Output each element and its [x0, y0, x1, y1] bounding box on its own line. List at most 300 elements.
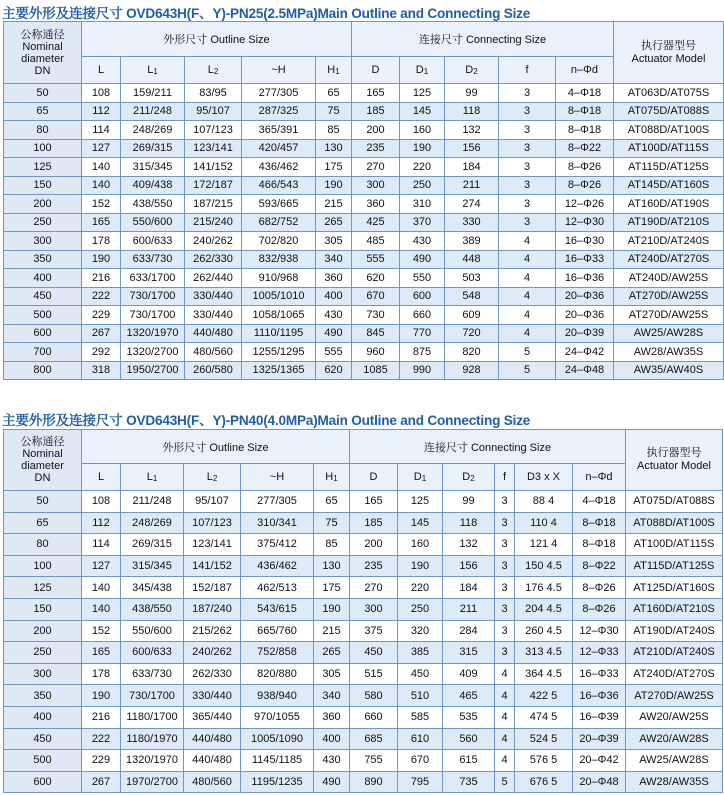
table-cell: 16–Φ36 [556, 269, 614, 288]
table-cell: 250 [400, 176, 445, 195]
table-cell: 220 [398, 577, 443, 599]
connecting-size-header: 连接尺寸 Connecting Size [352, 22, 614, 57]
col-D2 [445, 57, 499, 84]
table-cell: 752/858 [241, 642, 314, 664]
nominal-diameter-header [4, 430, 82, 491]
table-cell: 274 [445, 195, 499, 214]
table-cell: 211/248 [121, 102, 185, 121]
pn25-table-body [4, 84, 724, 380]
table-cell: 340 [316, 250, 352, 269]
table-cell: AW20/AW28S [626, 728, 723, 750]
table-cell: 108 [82, 491, 121, 513]
table-cell: 365/391 [242, 121, 316, 140]
table-cell: 670 [352, 287, 400, 306]
table-cell: 80 [4, 121, 82, 140]
table-cell: 425 [352, 213, 400, 232]
col-H1-sub: 1 [333, 474, 338, 483]
table-cell: 535 [443, 706, 495, 728]
table-cell: 600/633 [121, 232, 185, 251]
table-cell: 185 [352, 102, 400, 121]
col-L2-main: L [206, 471, 213, 483]
pn40-dimension-table [3, 429, 723, 793]
table-cell: 1320/1970 [121, 324, 185, 343]
table-cell: 400 [4, 269, 82, 288]
section2-title: 主要外形及连接尺寸 OVD643H(F、Y)-PN40(4.0MPa)Main Outline and Connecting Size [2, 413, 531, 428]
table-cell: 235 [350, 555, 398, 577]
table-row [4, 491, 723, 513]
table-cell: 8–Φ26 [573, 598, 626, 620]
table-cell: AW25/AW28S [614, 324, 724, 343]
table-cell: 1005/1090 [241, 728, 314, 750]
table-cell: 216 [82, 269, 121, 288]
table-cell: 820 [445, 343, 499, 362]
table-cell: 24–Φ42 [556, 343, 614, 362]
table-cell: 330 [445, 213, 499, 232]
table-row [4, 750, 723, 772]
table-cell: 20–Φ36 [556, 287, 614, 306]
table-cell: 112 [82, 102, 121, 121]
table-cell: 229 [82, 306, 121, 325]
table-cell: 190 [316, 176, 352, 195]
table-cell: 123/141 [184, 534, 241, 556]
col-L1-main: L [146, 471, 153, 483]
col-L2-sub: 2 [212, 474, 218, 483]
table-cell: 1325/1365 [242, 361, 316, 380]
table-cell: 220 [400, 158, 445, 177]
table-cell: 216 [82, 706, 121, 728]
nominal-cn-label: 公称通径 [20, 436, 65, 448]
table-row [4, 620, 723, 642]
table-cell: 110 4 [515, 512, 573, 534]
table-cell: 633/730 [121, 250, 185, 269]
col-D1 [398, 464, 443, 491]
table-cell: 832/938 [242, 250, 316, 269]
table-row [4, 663, 723, 685]
table-cell: 75 [314, 512, 350, 534]
table-cell: 130 [314, 555, 350, 577]
col-L1 [121, 57, 185, 84]
table-cell: 20–Φ39 [573, 728, 626, 750]
table-cell: 270 [352, 158, 400, 177]
table-cell: 178 [82, 232, 121, 251]
table-cell: 600/633 [121, 642, 184, 664]
table-cell: 315/345 [121, 158, 185, 177]
table-cell: 172/187 [185, 176, 242, 195]
col-D3X: D3 x X [515, 464, 573, 491]
table-row [4, 706, 723, 728]
table-row [4, 361, 724, 380]
table-row [4, 250, 724, 269]
col-L1-main: L [147, 64, 154, 76]
col-D1 [400, 57, 445, 84]
nominal-en-label: Nominal [22, 40, 63, 53]
table-cell: 12–Φ33 [573, 642, 626, 664]
table-cell: AT088D/AT100S [626, 512, 723, 534]
table-cell: 4 [495, 706, 515, 728]
table-row [4, 84, 724, 103]
table-cell: 190 [82, 250, 121, 269]
table-cell: 938/940 [241, 685, 314, 707]
table-cell: 165 [82, 642, 121, 664]
table-cell: 548 [445, 287, 499, 306]
table-cell: 345/438 [121, 577, 184, 599]
table-cell: 229 [82, 750, 121, 772]
table-cell: 660 [350, 706, 398, 728]
table-cell: 465 [443, 685, 495, 707]
table-cell: 490 [314, 771, 350, 793]
col-L1-sub: 1 [152, 474, 158, 483]
table-cell: AT240D/AT270S [626, 663, 723, 685]
table-cell: 160 [398, 534, 443, 556]
table-cell: 550 [400, 269, 445, 288]
table-cell: 145 [400, 102, 445, 121]
table-cell: 107/123 [185, 121, 242, 140]
table-cell: 3 [499, 139, 556, 158]
table-cell: 585 [398, 706, 443, 728]
table-cell: 20–Φ39 [556, 324, 614, 343]
table-cell: 152 [82, 620, 121, 642]
table-cell: 95/107 [185, 102, 242, 121]
table-cell: 211 [445, 176, 499, 195]
table-cell: 490 [400, 250, 445, 269]
table-cell: 515 [350, 663, 398, 685]
col-D1-main: D [413, 471, 422, 483]
table-cell: 438/550 [121, 598, 184, 620]
table-cell: 422 5 [515, 685, 573, 707]
table-cell: 1110/1195 [242, 324, 316, 343]
section1-title: 主要外形及连接尺寸 OVD643H(F、Y)-PN25(2.5MPa)Main Outline and Connecting Size [2, 6, 531, 21]
table-cell: 150 4.5 [515, 555, 573, 577]
table-cell: 430 [316, 306, 352, 325]
table-cell: 500 [4, 750, 82, 772]
table-cell: 269/315 [121, 534, 184, 556]
table-cell: 215/262 [184, 620, 241, 642]
table-cell: 277/305 [241, 491, 314, 513]
pn40-table-body [4, 491, 723, 793]
table-cell: 222 [82, 287, 121, 306]
actuator-model-header [614, 22, 724, 84]
table-cell: AT125D/AT160S [626, 577, 723, 599]
table-cell: 730/1700 [121, 306, 185, 325]
table-cell: 360 [316, 269, 352, 288]
table-cell: 156 [445, 139, 499, 158]
table-cell: 313 4.5 [515, 642, 573, 664]
table-cell: 1180/1700 [121, 706, 184, 728]
col-D2-sub: 2 [473, 67, 478, 76]
table-cell: AW20/AW25S [626, 706, 723, 728]
table-cell: 4 [499, 306, 556, 325]
table-cell: 262/330 [184, 663, 241, 685]
table-cell: 3 [495, 491, 515, 513]
table-row [4, 287, 724, 306]
table-cell: 132 [443, 534, 495, 556]
table-cell: 262/440 [185, 269, 242, 288]
table-cell: 118 [443, 512, 495, 534]
table-row [4, 642, 723, 664]
table-cell: 240/262 [184, 642, 241, 664]
table-cell: 440/480 [184, 750, 241, 772]
table-cell: 123/141 [185, 139, 242, 158]
table-cell: 660 [400, 306, 445, 325]
table-cell: 305 [316, 232, 352, 251]
table-cell: 222 [82, 728, 121, 750]
table-cell: 200 [350, 534, 398, 556]
table-cell: 3 [499, 213, 556, 232]
actuator-en-label: Actuator Model [631, 52, 706, 65]
table-cell: 50 [4, 84, 82, 103]
table-cell: 184 [445, 158, 499, 177]
table-cell: 8–Φ18 [556, 102, 614, 121]
table-cell: 593/665 [242, 195, 316, 214]
table-cell: 560 [443, 728, 495, 750]
col-D2-main: D [462, 471, 471, 483]
table-cell: 300 [350, 598, 398, 620]
col-L1 [121, 464, 184, 491]
table-cell: 8–Φ18 [556, 121, 614, 140]
table-cell: 360 [314, 706, 350, 728]
table-cell: 4–Φ18 [573, 491, 626, 513]
table-cell: 555 [352, 250, 400, 269]
table-cell: 720 [445, 324, 499, 343]
table-cell: 125 [4, 577, 82, 599]
table-cell: AT063D/AT075S [614, 84, 724, 103]
table-cell: 250 [4, 213, 82, 232]
table-cell: 300 [4, 663, 82, 685]
table-cell: 8–Φ18 [573, 534, 626, 556]
table-cell: 20–Φ42 [573, 750, 626, 772]
table-cell: 159/211 [121, 84, 185, 103]
table-cell: 3 [495, 598, 515, 620]
table-cell: 800 [4, 361, 82, 380]
table-cell: 8–Φ26 [556, 176, 614, 195]
table-cell: 770 [400, 324, 445, 343]
table-cell: 795 [398, 771, 443, 793]
dn-label: DN [34, 472, 51, 484]
table-cell: 262/330 [185, 250, 242, 269]
col-L: L [82, 464, 121, 491]
table-cell: 440/480 [184, 728, 241, 750]
table-cell: AT270D/AW25S [626, 685, 723, 707]
col-H1 [316, 57, 352, 84]
table-cell: 409/438 [121, 176, 185, 195]
col-H1-main: H [325, 471, 334, 483]
table-cell: AT210D/AT240S [626, 642, 723, 664]
table-cell: 95/107 [184, 491, 241, 513]
table-row [4, 685, 723, 707]
table-cell: 284 [443, 620, 495, 642]
table-cell: 730 [352, 306, 400, 325]
table-cell: 676 5 [515, 771, 573, 793]
table-cell: 385 [398, 642, 443, 664]
col-nd: n–Φd [573, 464, 626, 491]
table-cell: 3 [495, 620, 515, 642]
table-cell: 211/248 [121, 491, 184, 513]
table-row [4, 728, 723, 750]
table-cell: 125 [4, 158, 82, 177]
col-H1-main: H [327, 64, 336, 76]
col-D2-sub: 2 [470, 474, 475, 483]
table-cell: 114 [82, 534, 121, 556]
col-D1-main: D [415, 64, 424, 76]
table-cell: 1950/2700 [121, 361, 185, 380]
table-cell: 510 [398, 685, 443, 707]
connecting-size-header: 连接尺寸 Connecting Size [350, 430, 626, 464]
table-cell: 112 [82, 512, 121, 534]
table-row [4, 139, 724, 158]
table-cell: 118 [445, 102, 499, 121]
table-cell: 875 [400, 343, 445, 362]
table-cell: 141/152 [185, 158, 242, 177]
table-cell: 12–Φ30 [556, 213, 614, 232]
table-cell: 127 [82, 555, 121, 577]
table-cell: 20–Φ36 [556, 306, 614, 325]
dn-label: DN [34, 64, 51, 77]
table-cell: 4–Φ18 [556, 84, 614, 103]
table-cell: 610 [398, 728, 443, 750]
table-cell: AW28/AW35S [614, 343, 724, 362]
table-cell: 318 [82, 361, 121, 380]
table-cell: 150 [4, 176, 82, 195]
table-cell: 185 [350, 512, 398, 534]
table-cell: 83/95 [185, 84, 242, 103]
table-cell: 685 [350, 728, 398, 750]
table-cell: 330/440 [185, 306, 242, 325]
table-cell: 269/315 [121, 139, 185, 158]
table-cell: 620 [352, 269, 400, 288]
table-cell: 215/240 [185, 213, 242, 232]
table-cell: 389 [445, 232, 499, 251]
table-cell: 132 [445, 121, 499, 140]
pn25-dimension-table [3, 21, 724, 380]
table-cell: AT115D/AT125S [626, 555, 723, 577]
table-cell: 215 [314, 620, 350, 642]
table-cell: 99 [445, 84, 499, 103]
nominal-en-label: Nominal [22, 448, 63, 460]
col-D: D [352, 57, 400, 84]
table-cell: 430 [400, 232, 445, 251]
col-L2-sub: 2 [213, 67, 219, 76]
table-cell: 125 [398, 491, 443, 513]
table-cell: 187/215 [185, 195, 242, 214]
table-cell: 65 [314, 491, 350, 513]
outline-size-header: 外形尺寸 Outline Size [82, 22, 352, 57]
table-cell: 1058/1065 [242, 306, 316, 325]
table-cell: 152 [82, 195, 121, 214]
table-cell: 450 [350, 642, 398, 664]
table-cell: 248/269 [121, 512, 184, 534]
actuator-model-header [626, 430, 723, 491]
table-cell: 1085 [352, 361, 400, 380]
table-cell: 12–Φ30 [573, 620, 626, 642]
table-cell: 480/560 [185, 343, 242, 362]
table-row [4, 534, 723, 556]
table-cell: 360 [352, 195, 400, 214]
table-cell: 175 [316, 158, 352, 177]
table-cell: 633/1700 [121, 269, 185, 288]
table-cell: 8–Φ26 [573, 577, 626, 599]
table-row [4, 512, 723, 534]
table-cell: 3 [495, 512, 515, 534]
col-L2 [185, 57, 242, 84]
table-cell: 400 [4, 706, 82, 728]
col-f: f [495, 464, 515, 491]
col-f: f [499, 57, 556, 84]
table-cell: 260/580 [185, 361, 242, 380]
table-cell: 600 [400, 287, 445, 306]
col-L2 [184, 464, 241, 491]
table-row [4, 555, 723, 577]
table-cell: 127 [82, 139, 121, 158]
table-cell: 145 [398, 512, 443, 534]
table-cell: 370 [400, 213, 445, 232]
outline-size-header: 外形尺寸 Outline Size [82, 430, 350, 464]
table-cell: 609 [445, 306, 499, 325]
table-cell: 3 [499, 158, 556, 177]
table-cell: 730/1700 [121, 685, 184, 707]
col-D1-sub: 1 [421, 474, 427, 483]
table-cell: 5 [499, 343, 556, 362]
table-cell: 152/187 [184, 577, 241, 599]
table-cell: 1145/1185 [241, 750, 314, 772]
table-cell: 4 [495, 685, 515, 707]
table-cell: 140 [82, 598, 121, 620]
table-cell: 200 [352, 121, 400, 140]
table-cell: 176 4.5 [515, 577, 573, 599]
table-cell: 550/600 [121, 213, 185, 232]
table-cell: 3 [495, 534, 515, 556]
table-cell: 190 [314, 598, 350, 620]
table-cell: 150 [4, 598, 82, 620]
table-cell: 365/440 [184, 706, 241, 728]
table-cell: 466/543 [242, 176, 316, 195]
table-cell: 420/457 [242, 139, 316, 158]
table-cell: 65 [316, 84, 352, 103]
table-cell: 340 [314, 685, 350, 707]
table-row [4, 232, 724, 251]
table-cell: 600 [4, 771, 82, 793]
table-cell: AT145D/AT160S [614, 176, 724, 195]
table-cell: 990 [400, 361, 445, 380]
table-row [4, 269, 724, 288]
table-cell: 277/305 [242, 84, 316, 103]
table-cell: 700 [4, 343, 82, 362]
table-cell: 260 4.5 [515, 620, 573, 642]
table-cell: AT270D/AW25S [614, 287, 724, 306]
table-cell: 438/550 [121, 195, 185, 214]
table-cell: 4 [499, 287, 556, 306]
table-row [4, 577, 723, 599]
table-row [4, 176, 724, 195]
table-cell: AT115D/AT125S [614, 158, 724, 177]
table-cell: AT160D/AT210S [626, 598, 723, 620]
table-cell: 430 [314, 750, 350, 772]
table-cell: AT160D/AT190S [614, 195, 724, 214]
table-cell: 315 [443, 642, 495, 664]
col-D1-sub: 1 [423, 67, 429, 76]
col-L: L [82, 57, 121, 84]
table-cell: 85 [316, 121, 352, 140]
table-cell: 4 [495, 750, 515, 772]
table-cell: 1970/2700 [121, 771, 184, 793]
table-cell: 65 [4, 102, 82, 121]
table-cell: 320 [398, 620, 443, 642]
table-cell: 8–Φ18 [573, 512, 626, 534]
table-row [4, 195, 724, 214]
table-cell: 80 [4, 534, 82, 556]
table-cell: 20–Φ48 [573, 771, 626, 793]
table-cell: 240/262 [185, 232, 242, 251]
table-row [4, 324, 724, 343]
